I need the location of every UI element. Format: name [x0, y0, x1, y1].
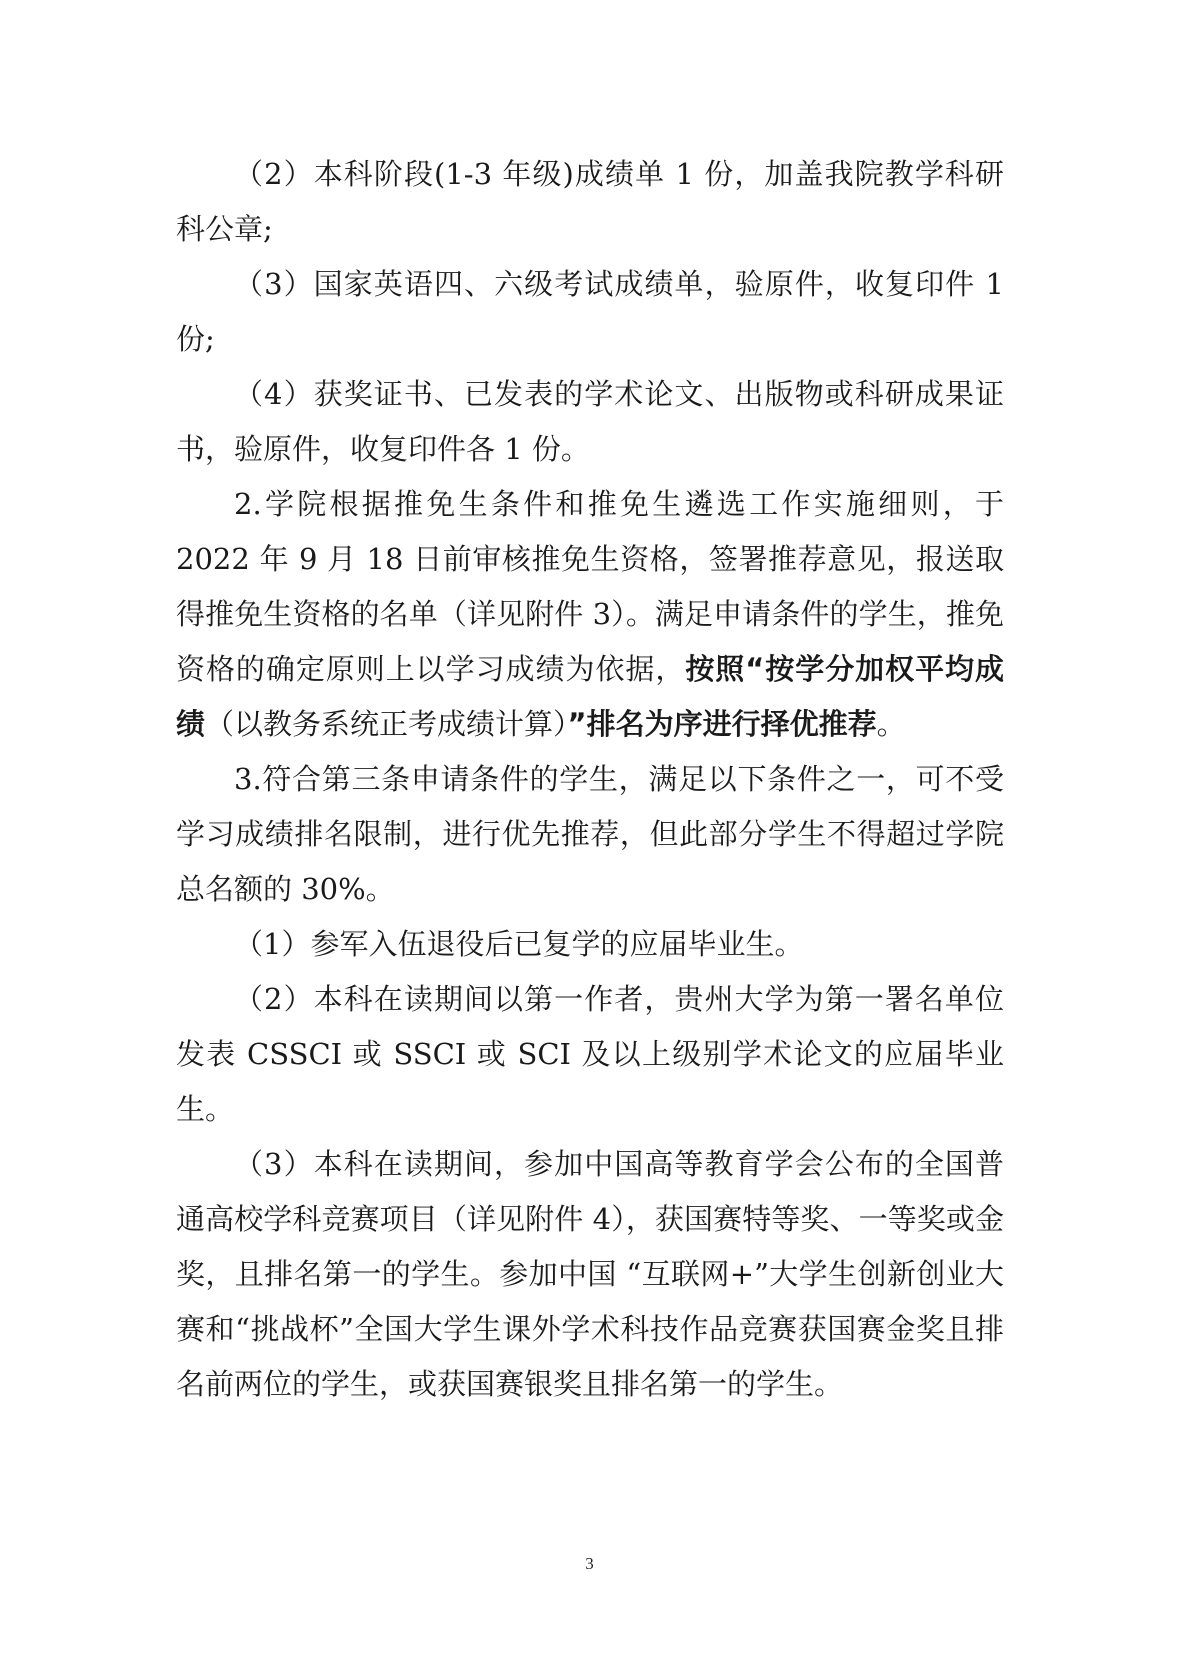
- paragraph-paper: （2）本科在读期间以第一作者，贵州大学为第一署名单位发表 CSSCI 或 SSCI 或 SCI 及以上级别学术论文的应届毕业生。: [176, 982, 1004, 1126]
- review-text: 2.学院根据推免生条件和推免生遴选工作实施细则，于 2022 年 9 月 18 日前审核推免生资格，签署推荐意见，报送取得推免生资格的名单（详见附件 3）。满足申请条件的学生，推免资格的确定原则上以学习成绩为依据，: [176, 487, 1004, 686]
- paragraph-priority: 3.符合第三条申请条件的学生，满足以下条件之一，可不受学习成绩排名限制，进行优先推荐，但此部分学生不得超过学院总名额的 30%。: [176, 762, 1004, 906]
- bold-ranking-rule-a: 按照“按学分加权平均成绩: [176, 652, 1004, 741]
- paragraph-review: [176, 477, 1004, 752]
- paragraph-competition: （3）本科在读期间，参加中国高等教育学会公布的全国普通高校学科竞赛项目（详见附件 4），获国赛特等奖、一等奖或金奖，且排名第一的学生。参加中国 “互联网+”大学生创新创业大赛和“挑战杯”全国大学生课外学术科技作品竞赛获国赛金奖且排名前两位的学生，或获国赛银奖且排名第一的学生。: [176, 1147, 1004, 1401]
- ranking-note: （以教务系统正考成绩计算）: [205, 707, 568, 741]
- paragraph-transcript: （2）本科阶段(1-3 年级)成绩单 1 份，加盖我院教学科研科公章;: [176, 157, 1004, 246]
- body-text: [176, 147, 1004, 1412]
- paragraph-cet-scores: （3）国家英语四、六级考试成绩单，验原件，收复印件 1 份;: [176, 267, 1004, 356]
- bold-ranking-rule-b: ”排名为序进行择优推荐: [567, 707, 877, 741]
- paragraph-veteran: （1）参军入伍退役后已复学的应届毕业生。: [234, 927, 804, 961]
- page-number: 3: [585, 1554, 594, 1573]
- ranking-end: 。: [876, 707, 906, 741]
- paragraph-awards: （4）获奖证书、已发表的学术论文、出版物或科研成果证书，验原件，收复印件各 1 份。: [176, 377, 1004, 466]
